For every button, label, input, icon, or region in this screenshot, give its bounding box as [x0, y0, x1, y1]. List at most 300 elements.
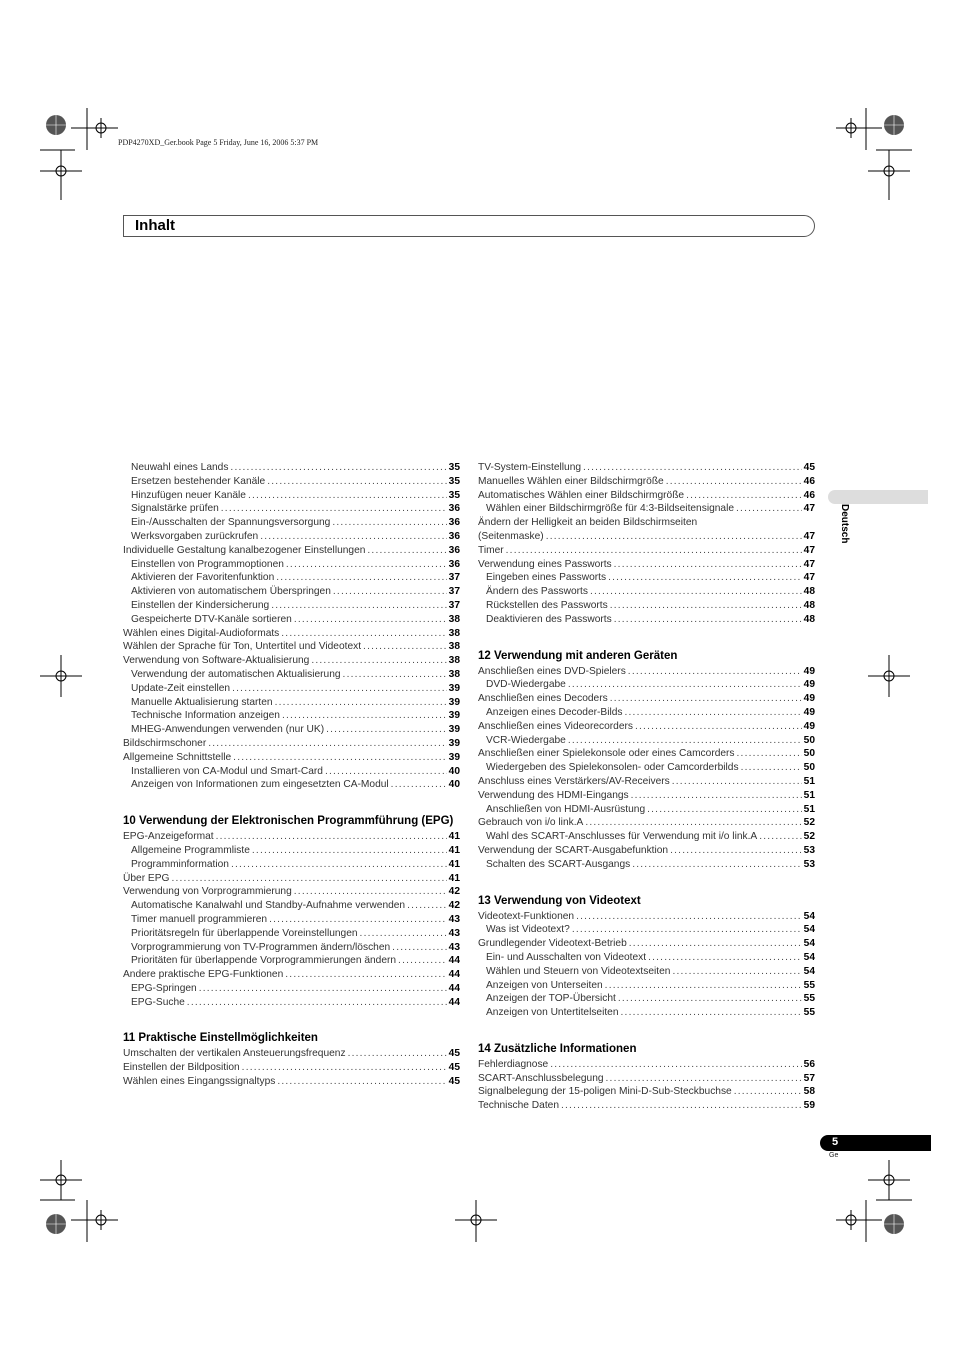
toc-entry-title: Hinzufügen neuer Kanäle — [131, 489, 246, 501]
toc-entry-title: Allgemeine Programmliste — [131, 844, 250, 856]
toc-entry-page: 45 — [448, 1076, 460, 1088]
dot-leader — [311, 654, 446, 668]
toc-entry-page: 49 — [803, 679, 815, 691]
toc-entry[interactable] — [123, 1075, 460, 1089]
toc-entry[interactable] — [478, 775, 815, 789]
dot-leader — [294, 613, 447, 627]
toc-entry-title: Neuwahl eines Lands — [131, 462, 229, 473]
dot-leader — [325, 765, 447, 779]
toc-entry-title: Wählen eines Eingangssignaltyps — [123, 1076, 276, 1088]
toc-entry-page: 39 — [448, 710, 460, 722]
toc-entry-page: 51 — [803, 775, 815, 787]
toc-entry-page: 37 — [448, 599, 460, 611]
dot-leader — [628, 665, 802, 679]
toc-entry-title: Timer — [478, 544, 504, 556]
toc-entry-page: 50 — [803, 734, 815, 746]
toc-entry-title: Anschließen eines Videorecorders — [478, 720, 633, 732]
toc-entry[interactable] — [478, 816, 815, 830]
toc-entry[interactable] — [123, 830, 460, 844]
toc-entry-title: Automatisches Wählen einer Bildschirmgröße — [478, 489, 685, 501]
dot-leader — [632, 858, 801, 872]
toc-entry-title: Eingeben eines Passworts — [486, 572, 607, 584]
toc-entry[interactable] — [478, 475, 815, 489]
toc-entry-page: 51 — [803, 789, 815, 801]
toc-entry[interactable] — [478, 692, 815, 706]
toc-entry-title: Deaktivieren des Passworts — [486, 613, 612, 625]
toc-entry[interactable] — [478, 544, 815, 558]
toc-entry-page: 49 — [803, 720, 815, 732]
dot-leader — [221, 502, 447, 516]
toc-entry-page: 47 — [803, 572, 815, 584]
toc-entry[interactable] — [123, 696, 460, 710]
toc-entry-title: Rückstellen des Passworts — [486, 599, 608, 611]
toc-entry-page: 39 — [448, 696, 460, 708]
toc-entry[interactable] — [123, 571, 460, 585]
dot-leader — [233, 751, 446, 765]
dot-leader — [269, 913, 447, 927]
toc-entry-page: 49 — [803, 706, 815, 718]
toc-entry-title: Anzeigen von Unterseiten — [486, 979, 603, 991]
toc-entry-page: 53 — [803, 858, 815, 870]
toc-entry[interactable] — [123, 502, 460, 516]
toc-entry-page: 49 — [803, 665, 815, 677]
toc-entry[interactable] — [478, 789, 815, 803]
toc-entry[interactable] — [123, 1047, 460, 1061]
toc-entry[interactable] — [478, 678, 815, 692]
toc-entry[interactable] — [123, 530, 460, 544]
toc-entry[interactable] — [123, 927, 460, 941]
toc-entry-page: 40 — [448, 765, 460, 777]
toc-entry-title: Verwendung von Vorprogrammierung — [123, 886, 292, 898]
dot-leader — [332, 516, 446, 530]
toc-entry-title: Anzeigen von Informationen zum eingesetzten CA-Modul — [131, 779, 389, 791]
toc-entry-title: Signalstärke prüfen — [131, 503, 219, 515]
toc-entry-title: Ändern der Helligkeit an beiden Bildschirmseiten — [478, 517, 698, 529]
dot-leader — [686, 489, 802, 503]
dot-leader — [391, 778, 447, 792]
toc-entry-page: 54 — [803, 924, 815, 936]
toc-entry-title: Wählen der Sprache für Ton, Untertitel und Videotext — [123, 641, 362, 653]
toc-entry[interactable] — [123, 475, 460, 489]
dot-leader — [614, 613, 802, 627]
toc-entry[interactable] — [123, 489, 460, 503]
toc-entry-page: 48 — [803, 586, 815, 598]
toc-entry[interactable] — [123, 968, 460, 982]
dot-leader — [585, 816, 801, 830]
toc-entry[interactable] — [478, 585, 815, 599]
toc-entry-title: Anzeigen eines Decoder-Bilds — [486, 706, 623, 718]
toc-entry[interactable] — [123, 899, 460, 913]
toc-entry-page: 37 — [448, 586, 460, 598]
toc-entry-page: 55 — [803, 979, 815, 991]
toc-entry-title: Update-Zeit einstellen — [131, 682, 231, 694]
toc-entry[interactable] — [478, 1085, 815, 1099]
dot-leader — [550, 1058, 801, 1072]
toc-entry-page: 43 — [448, 941, 460, 953]
toc-entry[interactable] — [123, 640, 460, 654]
toc-entry[interactable] — [478, 571, 815, 585]
dot-leader — [624, 706, 801, 720]
toc-entry[interactable] — [123, 1061, 460, 1075]
dot-leader — [333, 585, 447, 599]
language-tab — [828, 490, 928, 504]
dot-leader — [618, 992, 802, 1006]
toc-entry-page: 43 — [448, 927, 460, 939]
toc-entry[interactable] — [123, 885, 460, 899]
dot-leader — [398, 954, 447, 968]
toc-left-column — [123, 461, 460, 1089]
toc-entry-page: 41 — [448, 844, 460, 856]
toc-entry[interactable] — [478, 951, 815, 965]
toc-entry-title: Videotext-Funktionen — [478, 910, 575, 922]
toc-entry-page: 38 — [448, 641, 460, 653]
toc-entry[interactable] — [478, 734, 815, 748]
toc-entry-page: 44 — [448, 955, 460, 967]
toc-entry-page: 55 — [803, 1007, 815, 1019]
toc-entry-page: 35 — [448, 489, 460, 501]
toc-entry-title: Fehlerdiagnose — [478, 1058, 549, 1070]
dot-leader — [326, 723, 447, 737]
toc-entry-title: Werksvorgaben zurückrufen — [131, 530, 259, 542]
toc-entry-page: 41 — [448, 858, 460, 870]
toc-entry[interactable] — [123, 778, 460, 792]
dot-leader — [568, 734, 802, 748]
toc-entry-page: 51 — [803, 803, 815, 815]
dot-leader — [759, 830, 801, 844]
toc-entry-title: Anschluss eines Verstärkers/AV-Receivers — [478, 775, 670, 787]
toc-entry[interactable] — [123, 668, 460, 682]
toc-entry[interactable] — [478, 992, 815, 1006]
toc-entry-title: Individuelle Gestaltung kanalbezogener Einstellungen — [123, 544, 366, 556]
dot-leader — [737, 747, 802, 761]
toc-entry-page: 45 — [448, 1048, 460, 1060]
toc-entry[interactable] — [478, 461, 815, 475]
toc-entry[interactable] — [478, 965, 815, 979]
dot-leader — [348, 1047, 447, 1061]
toc-entry-title: DVD-Wiedergabe — [486, 679, 566, 691]
toc-entry-page: 47 — [803, 544, 815, 556]
page-language-code: Ge — [829, 1152, 839, 1159]
toc-entry-title: Andere praktische EPG-Funktionen — [123, 969, 284, 981]
dot-leader — [407, 899, 447, 913]
section-heading: 14 Zusätzliche Informationen — [478, 1042, 637, 1055]
dot-leader — [621, 1006, 802, 1020]
toc-entry[interactable] — [478, 706, 815, 720]
toc-entry-page: 47 — [803, 530, 815, 542]
toc-entry-page: 56 — [803, 1058, 815, 1070]
toc-entry-page: 42 — [448, 900, 460, 912]
dot-leader — [741, 761, 802, 775]
dot-leader — [367, 544, 446, 558]
toc-entry-title: VCR-Wiedergabe — [486, 734, 566, 746]
toc-entry-page: 44 — [448, 982, 460, 994]
dot-leader — [294, 885, 447, 899]
toc-entry-title: Ersetzen bestehender Kanäle — [131, 475, 266, 487]
toc-entry[interactable] — [478, 613, 815, 627]
toc-entry[interactable] — [123, 737, 460, 751]
toc-entry-title: Allgemeine Schnittstelle — [123, 751, 232, 763]
toc-entry-page: 38 — [448, 613, 460, 625]
toc-entry-title: Timer manuell programmieren — [131, 913, 268, 925]
page-title: Inhalt — [135, 217, 175, 234]
toc-entry-title: SCART-Anschlussbelegung — [478, 1072, 604, 1084]
toc-entry-page: 49 — [803, 693, 815, 705]
dot-leader — [576, 910, 802, 924]
toc-entry[interactable] — [478, 937, 815, 951]
toc-entry-page: 59 — [803, 1100, 815, 1112]
toc-entry-title: Wählen und Steuern von Videotextseiten — [486, 965, 671, 977]
toc-entry-title: Anzeigen von Untertitelseiten — [486, 1007, 619, 1019]
toc-entry-page: 36 — [448, 530, 460, 542]
page-number: 5 — [832, 1136, 839, 1148]
toc-entry-title: Verwendung des HDMI-Eingangs — [478, 789, 629, 801]
toc-entry-title: Einstellen der Bildposition — [123, 1062, 240, 1074]
book-header-line: PDP4270XD_Ger.book Page 5 Friday, June 16, 2006 5:37 PM — [118, 138, 319, 147]
dot-leader — [672, 775, 802, 789]
dot-leader — [286, 558, 447, 572]
toc-entry-page: 54 — [803, 938, 815, 950]
dot-leader — [392, 941, 446, 955]
toc-entry[interactable] — [123, 941, 460, 955]
toc-entry[interactable] — [478, 665, 815, 679]
dot-leader — [670, 844, 802, 858]
dot-leader — [606, 1072, 802, 1086]
dot-leader — [631, 789, 802, 803]
toc-entry-page: 54 — [803, 910, 815, 922]
dot-leader — [629, 937, 802, 951]
toc-entry-page: 38 — [448, 627, 460, 639]
toc-entry[interactable] — [478, 830, 815, 844]
toc-entry[interactable] — [123, 613, 460, 627]
dot-leader — [231, 858, 447, 872]
toc-entry-title: Ändern des Passworts — [486, 586, 588, 598]
toc-entry-title: EPG-Springen — [131, 982, 197, 994]
toc-entry-title: Schalten des SCART-Ausgangs — [486, 858, 631, 870]
dot-leader — [568, 678, 802, 692]
toc-entry-page: 36 — [448, 558, 460, 570]
toc-entry[interactable] — [478, 516, 815, 530]
toc-entry[interactable] — [123, 844, 460, 858]
toc-entry[interactable] — [478, 720, 815, 734]
toc-entry-page: 36 — [448, 503, 460, 515]
dot-leader — [285, 968, 446, 982]
toc-entry-title: Verwendung der automatischen Aktualisierung — [131, 668, 341, 680]
toc-entry[interactable] — [478, 761, 815, 775]
toc-entry-page: 38 — [448, 668, 460, 680]
toc-entry[interactable] — [123, 913, 460, 927]
toc-entry[interactable] — [123, 654, 460, 668]
dot-leader — [635, 720, 802, 734]
toc-entry-title: EPG-Suche — [131, 996, 185, 1008]
toc-entry-page: 55 — [803, 993, 815, 1005]
toc-entry-title: Über EPG — [123, 872, 170, 884]
toc-entry-page: 41 — [448, 872, 460, 884]
toc-entry[interactable] — [123, 682, 460, 696]
section-heading: 11 Praktische Einstellmöglichkeiten — [123, 1032, 318, 1045]
toc-entry[interactable] — [478, 599, 815, 613]
toc-entry[interactable] — [123, 954, 460, 968]
dot-leader — [590, 585, 802, 599]
toc-entry-page: 35 — [448, 462, 460, 473]
toc-entry[interactable] — [123, 996, 460, 1010]
dot-leader — [216, 830, 447, 844]
toc-entry-page: 36 — [448, 517, 460, 529]
toc-entry[interactable] — [123, 585, 460, 599]
toc-entry[interactable] — [478, 923, 815, 937]
toc-entry-page: 48 — [803, 599, 815, 611]
toc-entry-title: Ein- und Ausschalten von Videotext — [486, 951, 647, 963]
dot-leader — [260, 530, 446, 544]
toc-entry-title: Anschließen eines DVD-Spielers — [478, 665, 626, 677]
toc-entry[interactable] — [478, 1099, 815, 1113]
toc-entry-page: 44 — [448, 996, 460, 1008]
toc-entry[interactable] — [123, 751, 460, 765]
toc-entry[interactable] — [478, 858, 815, 872]
dot-leader — [610, 692, 802, 706]
dot-leader — [648, 951, 802, 965]
toc-entry-page: 53 — [803, 844, 815, 856]
dot-leader — [242, 1061, 447, 1075]
toc-entry-title: Vorprogrammierung von TV-Programmen ändern/löschen — [131, 941, 391, 953]
toc-entry-title: Gespeicherte DTV-Kanäle sortieren — [131, 613, 292, 625]
title-bar — [123, 215, 815, 237]
toc-entry-title: Anschließen eines Decoders — [478, 693, 608, 705]
toc-entry[interactable] — [123, 461, 460, 475]
toc-entry-page: 42 — [448, 886, 460, 898]
toc-entry[interactable] — [478, 530, 815, 544]
dot-leader — [506, 544, 802, 558]
toc-entry-title: Programminformation — [131, 858, 229, 870]
toc-entry-page: 52 — [803, 817, 815, 829]
dot-leader — [666, 475, 802, 489]
toc-entry-title: Gebrauch von i/o link.A — [478, 817, 584, 829]
toc-entry-title: TV-System-Einstellung — [478, 462, 582, 473]
dot-leader — [647, 803, 802, 817]
toc-entry-page: 43 — [448, 913, 460, 925]
dot-leader — [614, 558, 802, 572]
toc-entry-page: 38 — [448, 655, 460, 667]
toc-entry[interactable] — [123, 544, 460, 558]
toc-entry-title: Verwendung der SCART-Ausgabefunktion — [478, 844, 669, 856]
dot-leader — [271, 599, 446, 613]
toc-entry[interactable] — [478, 502, 815, 516]
toc-entry-title: Einstellen von Programmoptionen — [131, 558, 284, 570]
toc-entry-title: EPG-Anzeigeformat — [123, 831, 214, 843]
toc-entry-title: Anschließen einer Spielekonsole oder eines Camcorders — [478, 748, 735, 760]
toc-entry[interactable] — [123, 858, 460, 872]
toc-entry-page: 54 — [803, 951, 815, 963]
toc-entry[interactable] — [478, 489, 815, 503]
toc-entry[interactable] — [478, 803, 815, 817]
toc-entry[interactable] — [478, 844, 815, 858]
toc-entry-page: 57 — [803, 1072, 815, 1084]
page-number-badge — [820, 1135, 931, 1151]
dot-leader — [343, 668, 447, 682]
toc-entry[interactable] — [478, 747, 815, 761]
dot-leader — [282, 709, 447, 723]
dot-leader — [276, 571, 446, 585]
toc-entry-page: 40 — [448, 779, 460, 791]
dot-leader — [546, 530, 802, 544]
dot-leader — [252, 844, 447, 858]
toc-entry-page: 39 — [448, 724, 460, 736]
section-heading: 13 Verwendung von Videotext — [478, 894, 641, 907]
toc-entry-title: Wiedergeben des Spielekonsolen- oder Camcorderbilds — [486, 762, 739, 774]
dot-leader — [199, 982, 447, 996]
toc-entry-title: Manuelle Aktualisierung starten — [131, 696, 273, 708]
toc-entry-page: 45 — [448, 1062, 460, 1074]
language-label: Deutsch — [839, 504, 850, 544]
toc-entry-title: Anzeigen der TOP-Übersicht — [486, 993, 616, 1005]
toc-entry[interactable] — [123, 627, 460, 641]
toc-entry-title: Installieren von CA-Modul und Smart-Card — [131, 765, 323, 777]
toc-entry[interactable] — [478, 979, 815, 993]
toc-entry-title: Was ist Videotext? — [486, 924, 570, 936]
toc-entry-title: Technische Information anzeigen — [131, 710, 280, 722]
dot-leader — [734, 1085, 802, 1099]
dot-leader — [232, 682, 447, 696]
toc-entry-page: 50 — [803, 748, 815, 760]
toc-entry-page: 44 — [448, 969, 460, 981]
dot-leader — [230, 461, 446, 475]
toc-entry-page: 52 — [803, 831, 815, 843]
toc-entry-title: Aktivieren der Favoritenfunktion — [131, 572, 275, 584]
toc-entry[interactable] — [123, 765, 460, 779]
toc-entry-title: Grundlegender Videotext-Betrieb — [478, 938, 627, 950]
toc-entry[interactable] — [478, 1058, 815, 1072]
toc-entry-page: 47 — [803, 558, 815, 570]
toc-entry[interactable] — [123, 709, 460, 723]
toc-entry[interactable] — [123, 982, 460, 996]
toc-entry-title: MHEG-Anwendungen verwenden (nur UK) — [131, 724, 325, 736]
toc-entry-title: Signalbelegung der 15-poligen Mini-D-Sub-Steckbuchse — [478, 1086, 732, 1098]
toc-entry-page: 46 — [803, 475, 815, 487]
toc-entry-title: Automatische Kanalwahl und Standby-Aufnahme verwenden — [131, 900, 406, 912]
toc-entry-page: 46 — [803, 489, 815, 501]
toc-entry-title: Prioritätsregeln für überlappende Voreinstellungen — [131, 927, 358, 939]
toc-entry-title: Wahl des SCART-Anschlusses für Verwendung mit i/o link.A — [486, 831, 758, 843]
dot-leader — [360, 927, 447, 941]
toc-entry[interactable] — [478, 910, 815, 924]
toc-entry-title: Verwendung eines Passworts — [478, 558, 612, 570]
toc-entry-page: 47 — [803, 503, 815, 515]
toc-entry-page: 54 — [803, 965, 815, 977]
toc-entry-title: Prioritäten für überlappende Vorprogrammierungen ändern — [131, 955, 397, 967]
toc-entry[interactable] — [478, 558, 815, 572]
toc-entry-title: Manuelles Wählen einer Bildschirmgröße — [478, 475, 664, 487]
toc-entry[interactable] — [478, 1072, 815, 1086]
dot-leader — [610, 599, 802, 613]
toc-entry-title: Technische Daten — [478, 1100, 559, 1112]
dot-leader — [736, 502, 802, 516]
toc-entry[interactable] — [123, 723, 460, 737]
dot-leader — [267, 475, 446, 489]
toc-entry-title: Wählen einer Bildschirmgröße für 4:3-Bildseitensignale — [486, 503, 735, 515]
toc-entry[interactable] — [123, 599, 460, 613]
dot-leader — [363, 640, 447, 654]
toc-entry[interactable] — [123, 558, 460, 572]
toc-entry[interactable] — [123, 872, 460, 886]
toc-entry-title: (Seitenmaske) — [478, 530, 544, 542]
section-heading: 12 Verwendung mit anderen Geräten — [478, 649, 678, 662]
dot-leader — [171, 872, 446, 886]
toc-entry-page: 48 — [803, 613, 815, 625]
toc-entry-title: Wählen eines Digital-Audioformats — [123, 627, 280, 639]
toc-entry[interactable] — [478, 1006, 815, 1020]
dot-leader — [583, 461, 802, 475]
toc-entry-page: 41 — [448, 831, 460, 843]
toc-entry[interactable] — [123, 516, 460, 530]
